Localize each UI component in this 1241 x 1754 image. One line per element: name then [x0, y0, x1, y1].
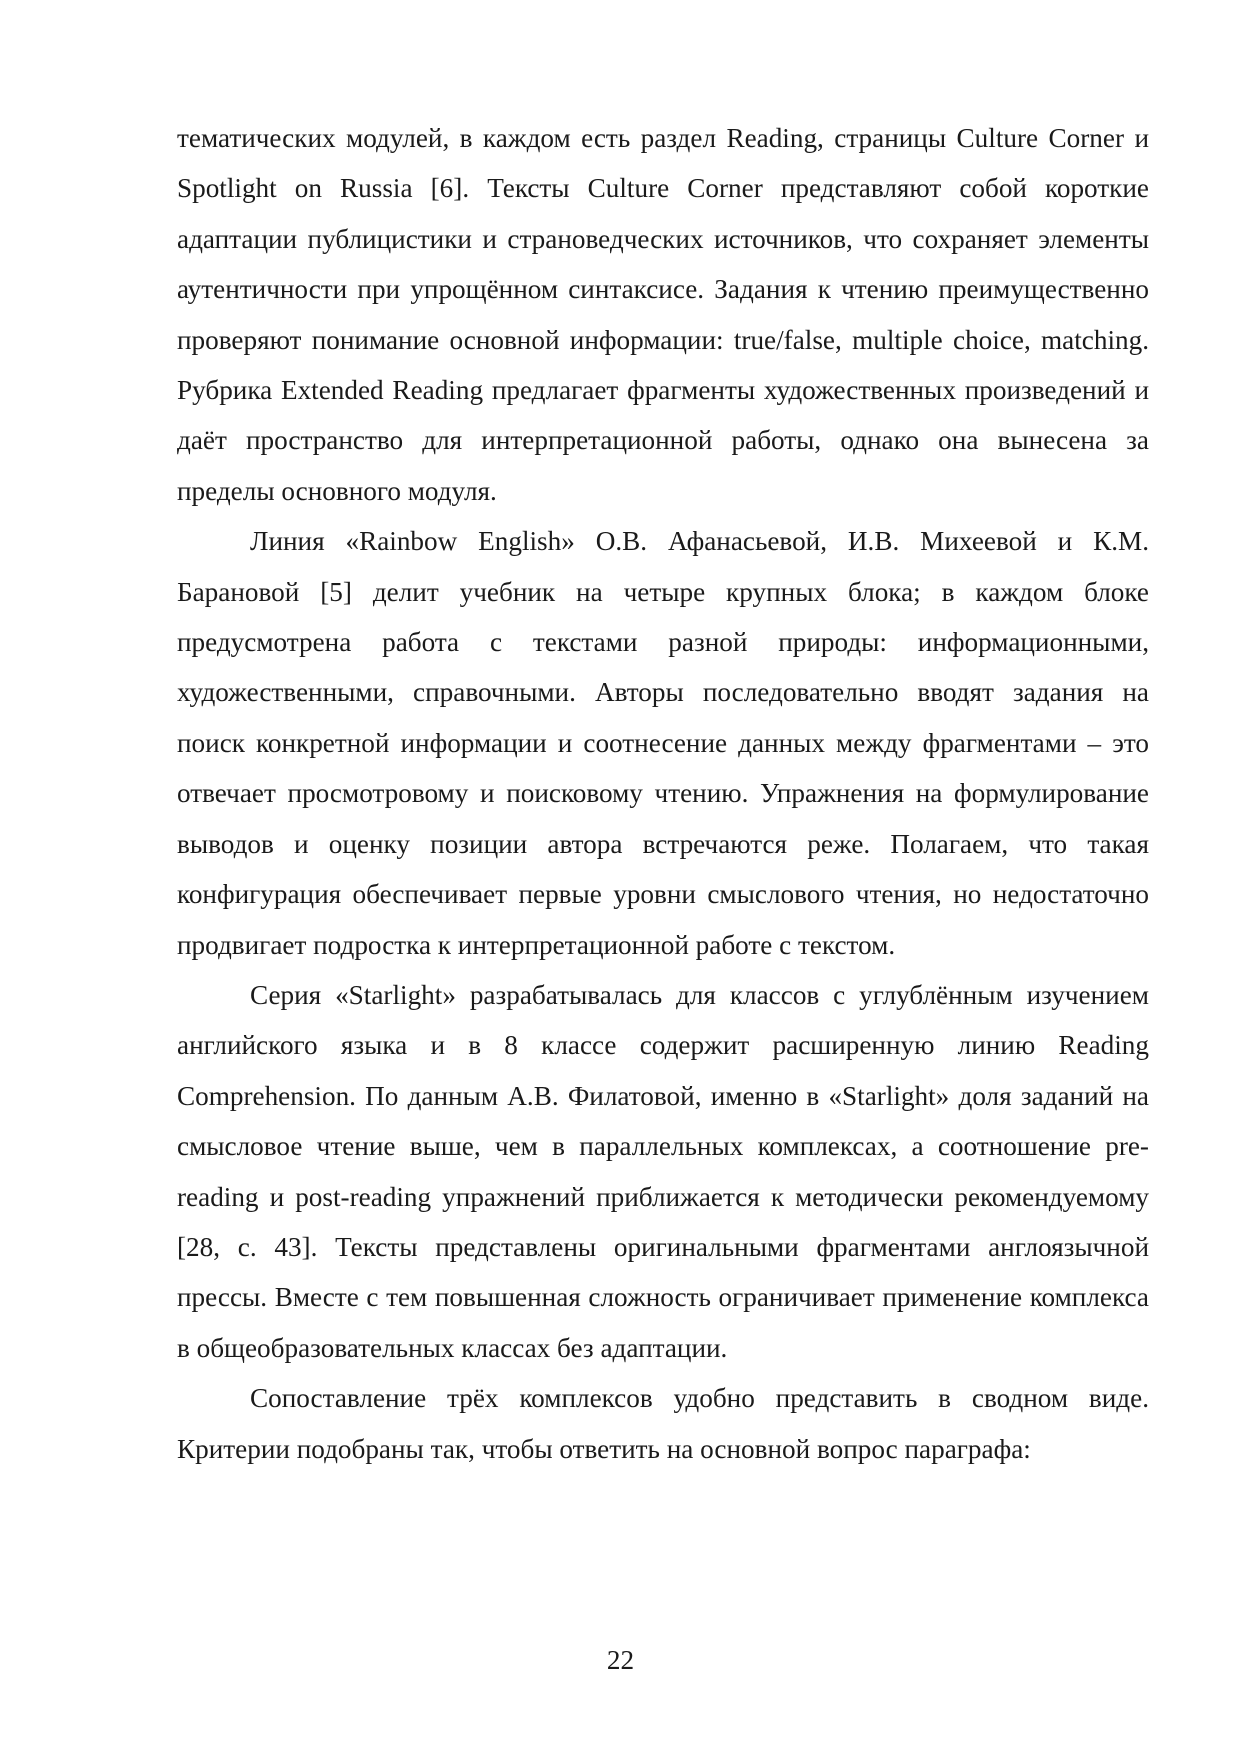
paragraph-modules-spotlight: тематических модулей, в каждом есть раздел Reading, страницы Culture Corner и Spotlight on Russia [6]. Тексты Culture Corner представляют собой короткие адаптации публицистики и страноведческих источников, что сохраняет элементы аутентичности при упрощённом синтаксисе. Задания к чтению преимущественно проверяют понимание основной информации: true/false, multiple choice, matching. Рубрика Extended Reading предлагает фрагменты художественных произведений и даёт пространство для интерпретационной работы, однако она вынесена за пределы основного модуля. — [177, 123, 1149, 506]
paragraph-rainbow-english: Линия «Rainbow English» О.В. Афанасьевой, И.В. Михеевой и К.М. Барановой [5] делит учебник на четыре крупных блока; в каждом блоке предусмотрена работа с текстами разной природы: информационными, художественными, справочными. Авторы последовательно вводят задания на поиск конкретной информации и соотнесение данных между фрагментами – это отвечает просмотровому и поисковому чтению. Упражнения на формулирование выводов и оценку позиции автора встречаются реже. Полагаем, что такая конфигурация обеспечивает первые уровни смыслового чтения, но недостаточно продвигает подростка к интерпретационной работе с текстом. — [177, 526, 1149, 960]
page-number: 22 — [606, 1645, 635, 1675]
paragraph-comparison: Сопоставление трёх комплексов удобно представить в сводном виде. Критерии подобраны так, чтобы ответить на основной вопрос параграфа: — [177, 1383, 1149, 1464]
paragraph-starlight: Серия «Starlight» разрабатывалась для классов с углублённым изучением английского языка и в 8 классе содержит расширенную линию Reading Comprehension. По данным А.В. Филатовой, именно в «Starlight» доля заданий на смысловое чтение выше, чем в параллельных комплексах, а соотношение pre-reading и post-reading упражнений приближается к методически рекомендуемому [28, с. 43]. Тексты представлены оригинальными фрагментами англоязычной прессы. Вместе с тем повышенная сложность ограничивает применение комплекса в общеобразовательных классах без адаптации. — [177, 979, 1149, 1363]
body-text — [177, 113, 1149, 1474]
